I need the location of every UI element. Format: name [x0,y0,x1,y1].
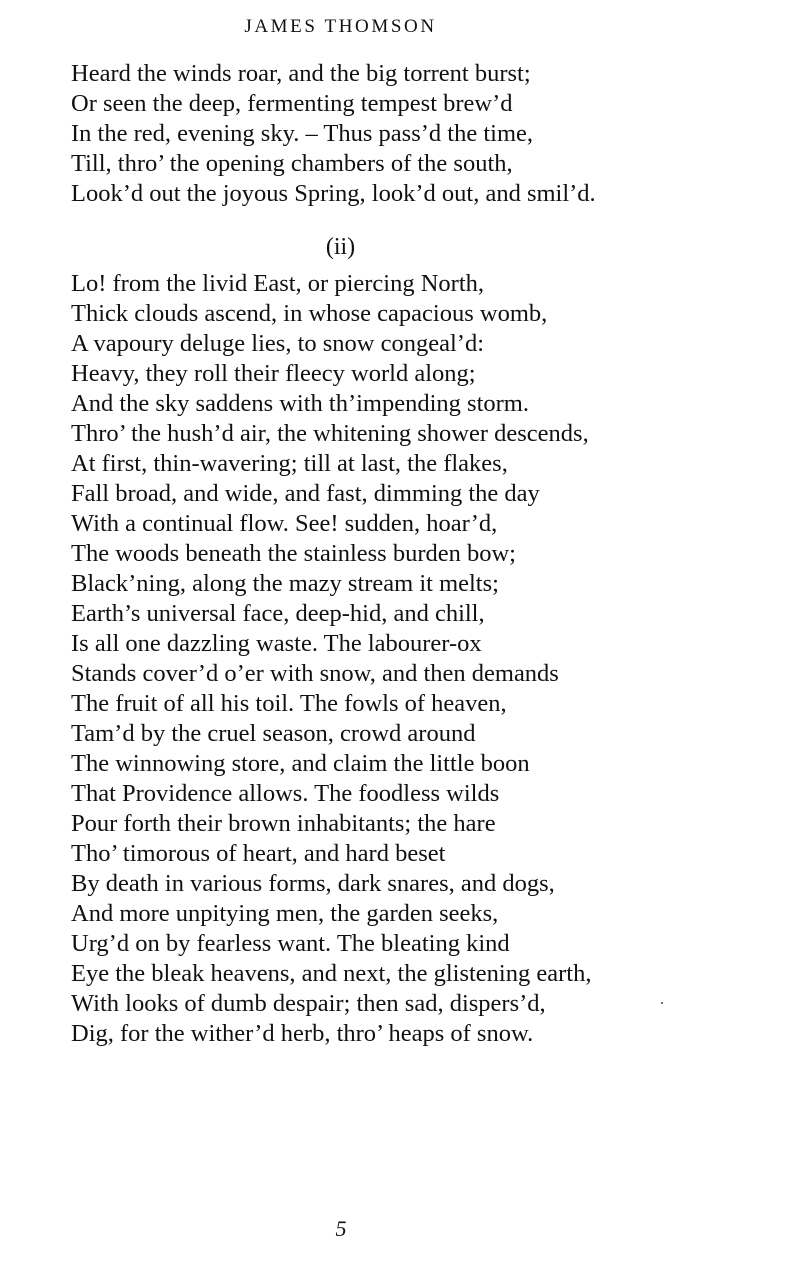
verse-line: Is all one dazzling waste. The labourer-ox [71,630,482,657]
verse-line: Dig, for the wither’d herb, thro’ heaps of snow. [71,1020,534,1047]
stanza-2 [71,269,591,1049]
verse-line: At first, thin-wavering; till at last, the flakes, [71,450,508,477]
verse-line: Tho’ timorous of heart, and hard beset [71,840,446,867]
verse-line: Black’ning, along the mazy stream it melts; [71,570,499,597]
verse-line: The woods beneath the stainless burden bow; [71,540,516,567]
verse-line: The winnowing store, and claim the little boon [71,750,530,777]
verse-line: That Providence allows. The foodless wilds [71,780,500,807]
verse-line: Tam’d by the cruel season, crowd around [71,720,476,747]
verse-line: Fall broad, and wide, and fast, dimming the day [71,480,540,507]
page-number: 5 [335,1216,347,1241]
verse-line: Thro’ the hush’d air, the whitening shower descends, [71,420,589,447]
verse-line: Pour forth their brown inhabitants; the hare [71,810,496,837]
verse-line: Thick clouds ascend, in whose capacious womb, [71,300,548,327]
running-head: JAMES THOMSON [244,16,437,37]
verse-line: Stands cover’d o’er with snow, and then demands [71,660,559,687]
verse-line: And more unpitying men, the garden seeks, [71,900,499,927]
verse-line: Earth’s universal face, deep-hid, and chill, [71,600,485,627]
verse-line: Or seen the deep, fermenting tempest brew’d [71,90,513,117]
section-number: (ii) [325,234,356,260]
verse-line: Heard the winds roar, and the big torrent burst; [71,60,531,87]
verse-line: And the sky saddens with th’impending storm. [71,390,529,417]
verse-line: By death in various forms, dark snares, and dogs, [71,870,555,897]
verse-line: Urg’d on by fearless want. The bleating kind [71,930,510,957]
verse-line: A vapoury deluge lies, to snow congeal’d: [71,330,485,357]
stanza-1 [71,59,596,209]
verse-line: With a continual flow. See! sudden, hoar’d, [71,510,498,537]
verse-line: With looks of dumb despair; then sad, dispers’d, [71,990,546,1017]
verse-line: Eye the bleak heavens, and next, the glistening earth, [71,960,592,987]
verse-line: Heavy, they roll their fleecy world along; [71,360,476,387]
verse-line: Lo! from the livid East, or piercing North, [71,270,484,297]
verse-line: In the red, evening sky. – Thus pass’d the time, [71,120,534,147]
verse-line: The fruit of all his toil. The fowls of heaven, [71,690,507,717]
verse-line: Till, thro’ the opening chambers of the south, [71,150,513,177]
print-speck [661,1002,663,1004]
verse-line: Look’d out the joyous Spring, look’d out, and smil’d. [71,180,596,207]
